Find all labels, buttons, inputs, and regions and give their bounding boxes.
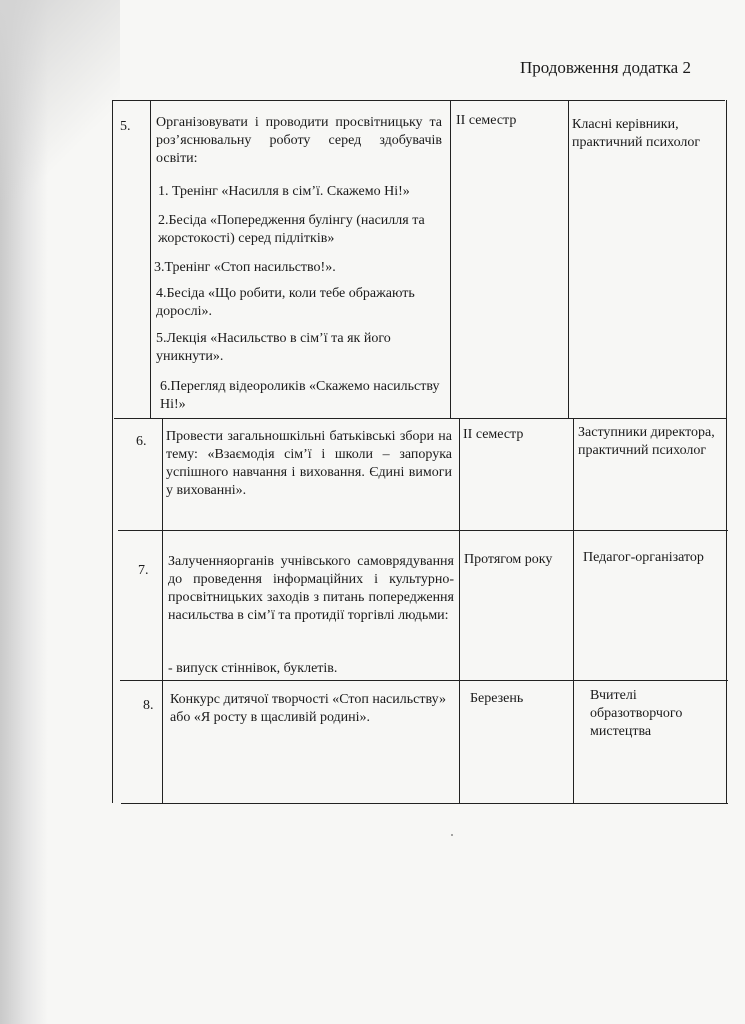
column-divider <box>112 100 113 803</box>
list-item: 5.Лекція «Насильство в сім’ї та як його уникнути». <box>156 331 391 364</box>
list-item: 6.Перегляд відеороликів «Скажемо насильству Ні!» <box>160 379 440 412</box>
row-divider <box>118 530 728 531</box>
term-text: Протягом року <box>464 552 553 567</box>
row-number: 6. <box>136 434 147 449</box>
responsible-text: Класні керівники, практичний психолог <box>572 117 701 150</box>
list-item: 4.Бесіда «Що робити, коли тебе ображають дорослі». <box>156 286 415 319</box>
responsible-text: Заступники директора, практичний психолог <box>578 425 715 458</box>
table-line-bottom <box>121 803 728 804</box>
activity-text: Організовувати і проводити просвітницьку та роз’яснювальну роботу серед здобувачів освіти: <box>156 115 442 166</box>
column-divider <box>150 100 151 418</box>
list-item: - випуск стіннівок, буклетів. <box>168 661 338 676</box>
column-divider <box>459 418 460 803</box>
activity-text: Залученняорганів учнівського самоврядування до проведення інформаційних і культурно-просвітницьких заходів з питань попередження насильства в сім’ї та протидії торгівлі людьми: <box>168 554 454 623</box>
row-number: 5. <box>120 119 131 134</box>
activity-text: Конкурс дитячої творчості «Стоп насильству» або «Я росту в щасливій родині». <box>170 692 446 725</box>
list-item: 2.Бесіда «Попередження булінгу (насилля та жорстокості) серед підлітків» <box>158 213 425 246</box>
scan-speck <box>451 834 453 836</box>
column-divider <box>450 100 451 418</box>
column-divider <box>568 100 569 418</box>
list-item: 1. Тренінг «Насилля в сім’ї. Скажемо Ні!» <box>158 184 410 199</box>
activity-text: Провести загальношкільні батьківські збори на тему: «Взаємодія сім’ї і школи – запорука успішного навчання і виховання. Єдині вимоги у вихованні». <box>166 429 452 498</box>
term-text: II семестр <box>456 113 517 128</box>
term-text: Березень <box>470 691 524 706</box>
responsible-text: Педагог-організатор <box>583 550 704 565</box>
row-divider <box>120 680 728 681</box>
list-item: 3.Тренінг «Стоп насильство!». <box>154 260 336 275</box>
column-divider <box>162 418 163 803</box>
row-number: 7. <box>138 563 149 578</box>
row-number: 8. <box>143 698 154 713</box>
table-line-right <box>726 100 727 803</box>
row-divider <box>114 418 727 419</box>
term-text: II семестр <box>463 427 524 442</box>
column-divider <box>573 418 574 803</box>
continuation-heading: Продовження додатка 2 <box>520 58 691 77</box>
responsible-text: Вчителі образотворчого мистецтва <box>590 688 683 739</box>
table-line-top <box>112 100 725 101</box>
